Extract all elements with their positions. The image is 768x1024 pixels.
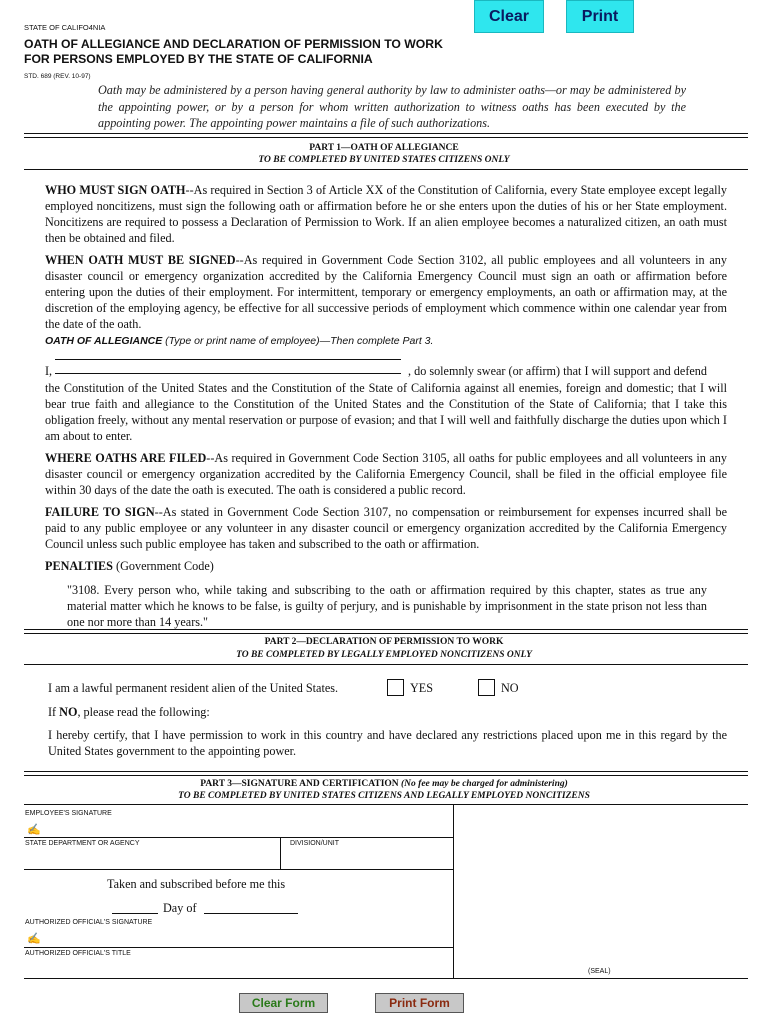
day-input[interactable] [112, 900, 158, 913]
form-title [24, 37, 443, 67]
month-input[interactable] [204, 900, 298, 913]
divider [24, 133, 748, 134]
oath-label-title: OATH OF ALLEGIANCE [45, 335, 163, 347]
where-filed-heading: WHERE OATHS ARE FILED [45, 451, 207, 465]
divider [24, 633, 748, 634]
employee-signature-field[interactable] [24, 818, 453, 837]
form-title-line1: OATH OF ALLEGIANCE AND DECLARATION OF PERMISSION TO WORK [24, 37, 443, 51]
part2-title: PART 2—DECLARATION OF PERMISSION TO WORK [264, 637, 504, 647]
failure-paragraph [45, 504, 727, 552]
penalties-heading: PENALTIES [45, 559, 113, 573]
no-checkbox[interactable] [478, 679, 495, 696]
divider [24, 137, 748, 138]
part3-subtitle: TO BE COMPLETED BY UNITED STATES CITIZENS AND LEGALLY EMPLOYED NONCITIZENS [178, 791, 590, 801]
divider [24, 804, 748, 805]
authorized-signature-label: AUTHORIZED OFFICIAL'S SIGNATURE [25, 919, 153, 926]
field-divider [280, 837, 281, 869]
oath-text: the Constitution of the United States and the Constitution of the State of California against all enemies, foreign and domestic; that I will bear true faith and allegiance to the Constitution of the United States and the Constitution of the State of California; that I take this obligation freely, without any mental reservation or purpose of evasion; and that I will well and faithfully discharge the duties upon which I am about to enter. [45, 381, 727, 443]
department-label: STATE DEPARTMENT OR AGENCY [25, 840, 140, 847]
part1-subtitle: TO BE COMPLETED BY UNITED STATES CITIZENS ONLY [258, 155, 510, 165]
divider [24, 771, 748, 772]
where-filed-paragraph [45, 450, 727, 498]
part3-title-note: (No fee may be charged for administering) [401, 779, 568, 789]
oath-i: I, [45, 364, 53, 378]
month-blank-line [204, 913, 298, 914]
print-button[interactable]: Print [566, 0, 634, 33]
field-divider [24, 947, 453, 948]
penalties-paragraph [45, 558, 727, 574]
field-divider [24, 837, 453, 838]
penalties-quote: "3108. Every person who, while taking and subscribing to the oath or affirmation required by this chapter, states as true any material matter which he knows to be false, is guilty of perjury, and is punishable by imprisonment in the state prison not less than one nor more than 14 years." [67, 583, 707, 629]
who-must-sign-text: --As required in Section 3 of Article XX of the Constitution of California, every State employee except legally employed noncitizens, must sign the following oath or affirmation before he or she enters upon the duties of his or her State employment. Noncitizens are required to possess a Declaration of Permission to Work. If an alien employee becomes a naturalized citizen, an oath must then be obtained and filed. [45, 183, 727, 245]
form-number: STD. 689 (REV. 10-97) [24, 73, 91, 80]
where-filed-text: --As required in Government Code Section 3105, all oaths for public employees and all volunteers in any disaster council or emergency organization accredited by the California Emergency Council, shall be filed in the official employee file within 30 days of the date the oath is executed. The oath is considered a public record. [45, 451, 727, 497]
employee-signature-label: EMPLOYEE'S SIGNATURE [25, 810, 112, 817]
seal-label: (SEAL) [588, 968, 611, 975]
state-label: STATE OF CALIFO4NIA [24, 23, 106, 32]
part3-title-text: PART 3—SIGNATURE AND CERTIFICATION [200, 779, 399, 789]
who-must-sign-heading: WHO MUST SIGN OATH [45, 183, 186, 197]
divider [24, 775, 748, 776]
if-no-suffix: , please read the following: [77, 705, 210, 719]
pen-icon: ✍ [27, 933, 41, 945]
divider [24, 664, 748, 665]
form-title-line2: FOR PERSONS EMPLOYED BY THE STATE OF CALIFORNIA [24, 52, 373, 66]
taken-subscribed-text: Taken and subscribed before me this [107, 877, 286, 891]
when-signed-paragraph [45, 252, 727, 332]
yes-label: YES [410, 681, 434, 695]
clear-button[interactable]: Clear [474, 0, 544, 33]
when-signed-heading: WHEN OATH MUST BE SIGNED [45, 253, 236, 267]
authorized-signature-field[interactable] [24, 927, 453, 946]
authorized-title-input[interactable] [24, 958, 453, 977]
no-label: NO [501, 681, 519, 695]
division-label: DIVISION/UNIT [290, 840, 340, 847]
divider [24, 629, 748, 630]
field-divider [24, 869, 453, 870]
grid-divider [453, 805, 454, 978]
when-signed-text: --As required in Government Code Section 3102, all public employees and all volunteers in any disaster council or emergency organization accredited by the California Emergency Council must sign an oath or affirmation before entering upon the duties of their employment. For intermittent, temporary or emergency employments, an oath or affirmation may, at the discretion of the employing agency, be effective for all successive periods of employment which commence within one calendar year from the date of the oath. [45, 253, 727, 331]
failure-text: --As stated in Government Code Section 3107, no compensation or reimbursement for expenses incurred shall be paid to any public employee or any volunteer in any disaster council or emergency organization accredited by the California Emergency Council unless such public employee has taken and subscribed to the oath or affirmation. [45, 505, 727, 551]
resident-question: I am a lawful permanent resident alien of the United States. [48, 681, 339, 695]
penalties-note: (Government Code) [116, 559, 214, 573]
intro-note: Oath may be administered by a person having general authority by law to administer oaths—or may be administered by the appointing power, or by a person for whom written authorization to witness oaths has been executed by the appointing power. The appointing power maintains a file of such authorizations. [98, 83, 686, 130]
if-no-bold: NO [59, 705, 78, 719]
who-must-sign-paragraph [45, 182, 727, 246]
print-form-button[interactable]: Print Form [375, 993, 464, 1013]
oath-label-hint: (Type or print name of employee)—Then complete Part 3. [165, 335, 434, 347]
certify-paragraph: I hereby certify, that I have permission to work in this country and have declared any restrictions placed upon me in this regard by the United States government to the appointing power. [48, 728, 727, 758]
oath-label [45, 335, 433, 347]
part1-title: PART 1—OATH OF ALLEGIANCE [309, 143, 459, 153]
oath-text-start: , do solemnly swear (or affirm) that I will support and defend [408, 364, 707, 378]
clear-form-button[interactable]: Clear Form [239, 993, 328, 1013]
part2-subtitle: TO BE COMPLETED BY LEGALLY EMPLOYED NONCITIZENS ONLY [236, 650, 532, 660]
employee-name-input[interactable] [55, 350, 401, 374]
department-input[interactable] [24, 848, 280, 868]
divider [24, 169, 748, 170]
yes-checkbox[interactable] [387, 679, 404, 696]
pen-icon: ✍ [27, 824, 41, 836]
day-blank-line [112, 913, 158, 914]
authorized-title-label: AUTHORIZED OFFICIAL'S TITLE [25, 950, 131, 957]
day-of-label: Day of [163, 901, 197, 915]
if-no-prefix: If [48, 705, 57, 719]
division-input[interactable] [282, 848, 452, 868]
grid-bottom [24, 978, 748, 979]
failure-heading: FAILURE TO SIGN [45, 505, 155, 519]
if-no-line [48, 705, 210, 720]
part3-title [0, 779, 768, 789]
